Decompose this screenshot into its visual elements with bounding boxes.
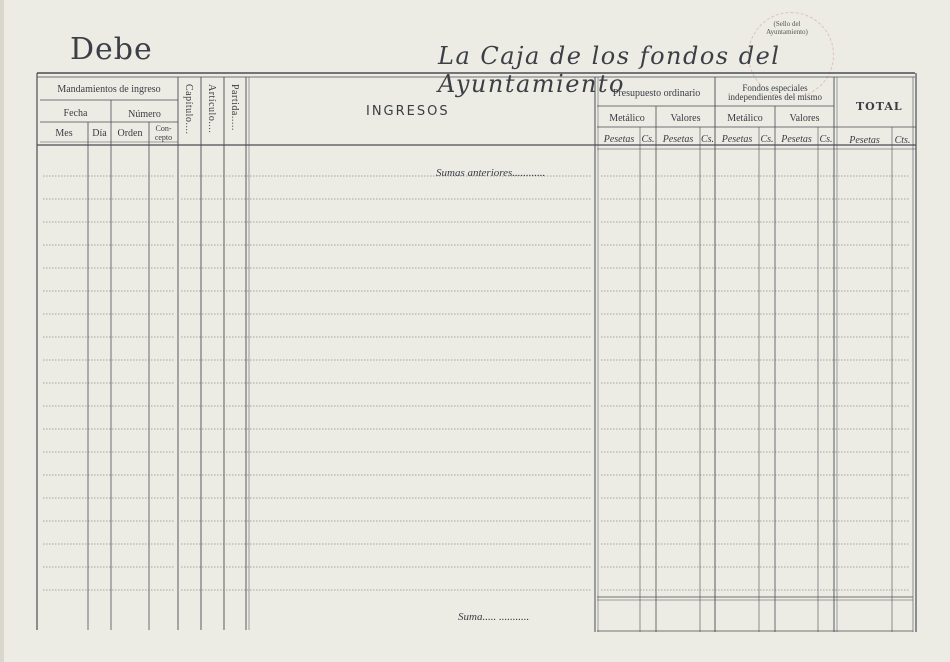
header-ingresos: INGRESOS <box>366 104 450 119</box>
header-valores-ordinario: Valores <box>670 113 701 124</box>
header-total: TOTAL <box>856 100 903 113</box>
header-capitulo: Capítulo.... <box>183 84 194 135</box>
header-fondos-especiales: Fondos especiales independientes del mismo <box>728 83 822 102</box>
header-mandamientos: Mandamientos de ingreso <box>57 84 161 95</box>
header-metalico-especiales: Metálico <box>727 113 763 124</box>
header-orden: Orden <box>117 128 143 139</box>
row-sumas-anteriores: Sumas anteriores............ <box>436 167 546 179</box>
seal-note: (Sello del Ayuntamiento) <box>766 20 808 36</box>
header-articulo: Artículo.... <box>206 84 217 134</box>
header-fecha: Fecha <box>63 108 88 119</box>
header-metalico-ordinario: Metálico <box>609 113 645 124</box>
header-cts-total: Cts. <box>894 135 911 146</box>
header-numero: Número <box>128 109 161 120</box>
header-concepto: Con- cepto <box>154 124 173 142</box>
header-dia: Día <box>92 128 107 139</box>
header-pesetas-4: Pesetas <box>781 134 812 145</box>
header-cs-3: Cs. <box>760 134 774 145</box>
header-mes: Mes <box>55 128 73 139</box>
header-pesetas-2: Pesetas <box>662 134 694 145</box>
side-title: Debe <box>70 32 153 67</box>
header-cs-1: Cs. <box>641 134 655 145</box>
header-pesetas-3: Pesetas <box>721 134 753 145</box>
row-suma: Suma..... ........... <box>458 611 530 623</box>
ledger-title: La Caja de los fondos del Ayuntamiento <box>438 42 781 98</box>
header-valores-especiales: Valores <box>789 113 820 124</box>
header-cs-4: Cs. <box>819 134 833 145</box>
header-pesetas-1: Pesetas <box>603 134 635 145</box>
header-partida: Partida..... <box>229 84 240 131</box>
header-presupuesto-ordinario: Presupuesto ordinario <box>612 88 701 99</box>
header-pesetas-total: Pesetas <box>849 135 880 146</box>
header-cs-2: Cs. <box>700 134 715 145</box>
